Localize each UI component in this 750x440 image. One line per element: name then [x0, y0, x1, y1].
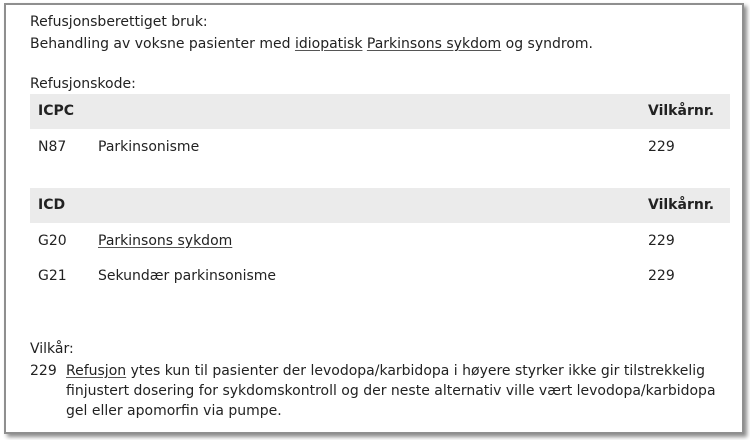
refusjonsberettiget-heading: Refusjonsberettiget bruk: — [30, 14, 208, 30]
vilkar-rest — [66, 381, 736, 421]
icd-code: G21 — [38, 268, 67, 284]
vilkar-number: 229 — [30, 363, 57, 379]
document-frame — [4, 3, 744, 434]
refusjonsberettiget-text — [30, 35, 593, 53]
indication-text-before: Behandling av voksne pasienter med — [30, 36, 295, 52]
refusjon-link[interactable]: Refusjon — [66, 363, 127, 379]
icd-header: ICD — [38, 197, 66, 213]
icd-vilkar-header: Vilkårnr. — [648, 197, 715, 213]
refusjonskode-heading: Refusjonskode: — [30, 76, 136, 92]
icd-name-parkinsons-link[interactable]: Parkinsons sykdom — [98, 233, 233, 249]
table-row — [30, 224, 730, 259]
table-row — [30, 130, 730, 165]
icpc-vilkar: 229 — [648, 139, 675, 155]
indication-text-after: og syndrom. — [501, 36, 593, 52]
icpc-vilkar-header: Vilkårnr. — [648, 103, 715, 119]
vilkar-line-3: gel eller apomorfin via pumpe. — [66, 403, 282, 419]
icpc-code: N87 — [38, 139, 67, 155]
icd-vilkar: 229 — [648, 233, 675, 249]
icpc-name: Parkinsonisme — [98, 139, 200, 155]
icpc-table-header — [30, 94, 730, 129]
vilkar-heading: Vilkår: — [30, 341, 74, 357]
vilkar-line-2: finjustert dosering for sykdomskontroll og der neste alternativ ville vært levodopa/karbidopa — [66, 383, 716, 399]
vilkar-line-1 — [66, 361, 705, 381]
vilkar-line-1-text: ytes kun til pasienter der levodopa/karbidopa i høyere styrker ikke gir tilstrekkelig — [126, 363, 705, 379]
icd-vilkar: 229 — [648, 268, 675, 284]
parkinsons-sykdom-link[interactable]: Parkinsons sykdom — [366, 36, 502, 52]
icd-table-header — [30, 188, 730, 223]
icd-code: G20 — [38, 233, 67, 249]
idiopatisk-link[interactable]: idiopatisk — [294, 36, 363, 52]
table-row — [30, 259, 730, 294]
icpc-header: ICPC — [38, 103, 75, 119]
icd-name: Sekundær parkinsonisme — [98, 268, 277, 284]
